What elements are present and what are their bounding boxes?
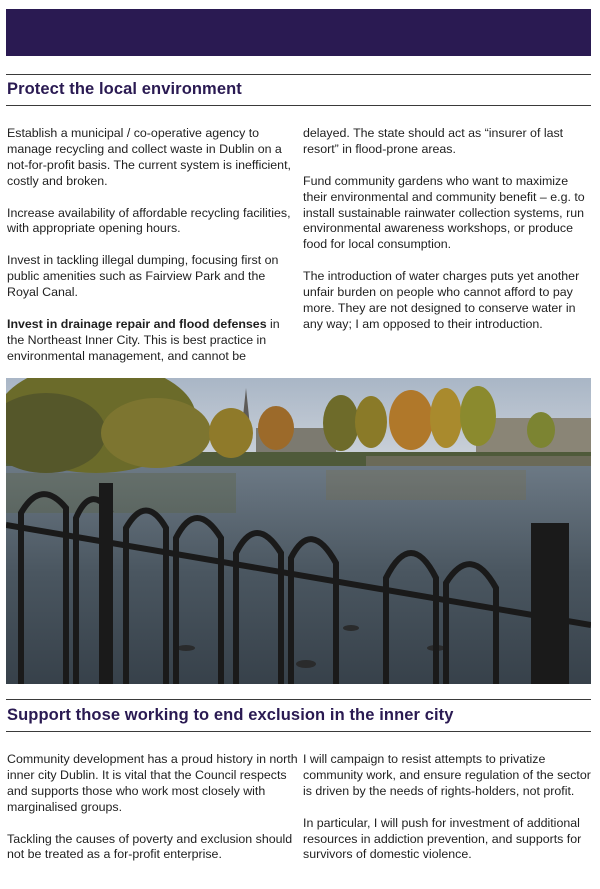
section-rule-bottom: [6, 105, 591, 106]
community-development-paragraph: Community development has a proud history in north inner city Dublin. It is vital that the Council respects and supports those who work most closely with marginalised groups.: [7, 752, 298, 814]
privatize-paragraph: I will campaign to resist attempts to privatize community work, and ensure regulation of the sector is driven by the needs of rights-holders, not profit.: [303, 752, 591, 798]
park-pond-railing-photo: [6, 378, 591, 684]
insurer-paragraph: delayed. The state should act as “insurer of last resort” in flood-prone areas.: [303, 126, 564, 156]
exclusion-right-column: [303, 752, 593, 879]
section-title-environment: Protect the local environment: [7, 80, 242, 98]
recycling-facilities-paragraph: Increase availability of affordable recycling facilities, with appropriate opening hours.: [7, 205, 291, 236]
drainage-bold-lead: Invest in drainage repair and flood defenses: [7, 316, 267, 331]
exclusion-left-column: [7, 752, 299, 879]
environment-left-column: [7, 126, 299, 380]
community-gardens-paragraph: Fund community gardens who want to maximize their environmental and community benefit – e.g. to install sustainable rainwater collection systems, run environmental awareness workshops, or produce food for local consumption.: [303, 173, 585, 252]
poverty-paragraph: Tackling the causes of poverty and exclusion should not be treated as a for-profit enterprise.: [7, 831, 293, 862]
addiction-paragraph: In particular, I will push for investment of additional resources in addiction prevention, and supports for survivors of domestic violence.: [303, 815, 582, 862]
section-rule-top: [6, 74, 591, 75]
water-charges-paragraph: The introduction of water charges puts yet another unfair burden on people who cannot afford to pay more. They are not designed to conserve water in any way; I am opposed to their introduction.: [303, 269, 580, 331]
illegal-dumping-paragraph: Invest in tackling illegal dumping, focusing first on public amenities such as Fairview Park and the Royal Canal.: [7, 253, 279, 300]
recycling-agency-paragraph: Establish a municipal / co-operative agency to manage recycling and collect waste in Dublin on a not-for-profit basis. The current system is inefficient, costly and broken.: [7, 126, 291, 188]
section-rule-bottom-2: [6, 731, 591, 732]
drainage-rest: in the Northeast Inner City. This is best practice in environmental management, and cannot be: [7, 316, 280, 363]
top-banner: [6, 9, 591, 56]
drainage-paragraph: [7, 317, 299, 365]
environment-right-column: [303, 126, 593, 349]
section-rule-top-2: [6, 699, 591, 700]
section-title-exclusion: Support those working to end exclusion in the inner city: [7, 706, 454, 724]
